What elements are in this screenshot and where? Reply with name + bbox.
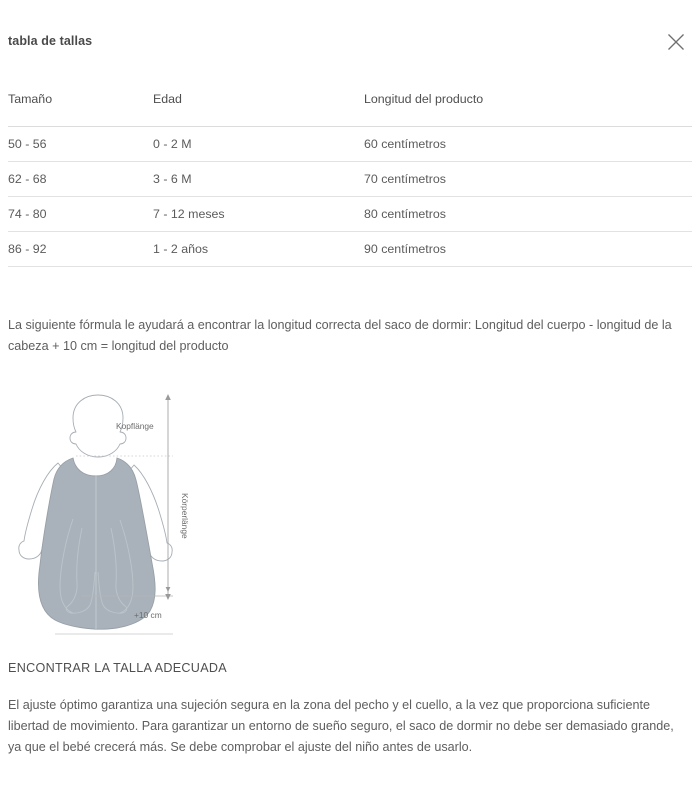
- cell-age: 7 - 12 meses: [153, 207, 225, 221]
- label-extra-length: +10 cm: [134, 610, 162, 620]
- cell-size: 50 - 56: [8, 137, 47, 151]
- fit-section: [8, 661, 692, 675]
- cell-length: 70 centímetros: [364, 172, 446, 186]
- close-icon: [666, 32, 686, 52]
- cell-length: 60 centímetros: [364, 137, 446, 151]
- column-header-length: Longitud del producto: [364, 92, 484, 106]
- cell-age: 1 - 2 años: [153, 242, 209, 256]
- cell-size: 74 - 80: [8, 207, 47, 221]
- close-button[interactable]: [660, 26, 692, 58]
- table-header-row: [8, 80, 692, 127]
- fit-section-heading: ENCONTRAR LA TALLA ADECUADA: [8, 661, 227, 675]
- modal-header: [8, 0, 692, 62]
- column-header-age: Edad: [153, 92, 182, 106]
- cell-length: 90 centímetros: [364, 242, 446, 256]
- size-table: [8, 80, 692, 267]
- label-body-length: Körperlänge: [180, 493, 190, 539]
- table-row: [8, 197, 692, 232]
- measurement-illustration: [10, 387, 230, 637]
- table-row: [8, 232, 692, 267]
- cell-size: 86 - 92: [8, 242, 47, 256]
- table-header: [8, 80, 692, 127]
- cell-age: 0 - 2 M: [153, 137, 192, 151]
- column-header-size: Tamaño: [8, 92, 53, 106]
- cell-size: 62 - 68: [8, 172, 47, 186]
- cell-age: 3 - 6 M: [153, 172, 192, 186]
- table-row: [8, 162, 692, 197]
- fit-section-paragraph: El ajuste óptimo garantiza una sujeción segura en la zona del pecho y el cuello, a la vez que proporciona suficiente libertad de movimiento. Para garantizar un entorno de sueño seguro, el saco de dormir no debe ser demasiado grande, ya que el bebé crecerá más. Se debe comprobar el ajuste del niño antes de usarlo.: [8, 698, 674, 754]
- page-title: tabla de tallas: [8, 34, 93, 48]
- table-body: [8, 127, 692, 267]
- table-row: [8, 127, 692, 162]
- label-head-length: Kopflänge: [116, 421, 154, 431]
- cell-length: 80 centímetros: [364, 207, 446, 221]
- formula-paragraph: La siguiente fórmula le ayudará a encontrar la longitud correcta del saco de dormir: Longitud del cuerpo - longitud de la cabeza + 10 cm = longitud del producto: [8, 318, 672, 353]
